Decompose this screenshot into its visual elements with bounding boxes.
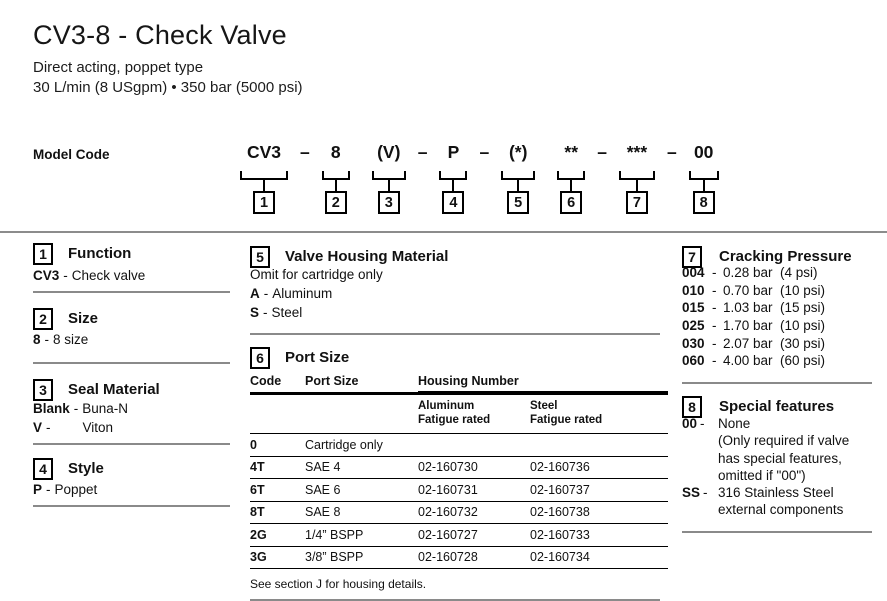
seal-item-v (33, 420, 113, 435)
model-code-dash: – (666, 142, 677, 162)
item-desc: Aluminum (272, 286, 333, 301)
item-code: V (33, 420, 43, 435)
section-title: Port Size (285, 349, 350, 366)
cracking-pressure-item (682, 336, 825, 354)
table-header-port-size: Port Size (305, 374, 359, 388)
subheader-line: Steel (530, 400, 558, 412)
table-row (250, 524, 668, 547)
segment-bracket (439, 171, 467, 180)
model-code-dash: – (300, 142, 310, 162)
section-number-box: 1 (33, 243, 53, 265)
segment-stem (388, 180, 390, 191)
cell-steel: 02-160733 (530, 527, 590, 542)
table-header-row (250, 374, 668, 392)
cp-code: 060 (682, 353, 705, 369)
left-column (33, 240, 230, 540)
seal-item-blank (33, 401, 128, 416)
item-dash: - (63, 268, 68, 283)
sf-code-text: 00 (682, 416, 698, 431)
cracking-pressure-item (682, 353, 825, 371)
section-title: Style (68, 460, 104, 477)
cp-psi: (15 psi) (780, 300, 826, 316)
cell-aluminum: 02-160731 (418, 482, 478, 497)
segment-code: (V) (377, 142, 401, 162)
item-dash: - (44, 332, 50, 347)
special-feature-continuation (682, 432, 849, 449)
cp-dash: - (712, 353, 717, 369)
section-title: Cracking Pressure (719, 248, 852, 265)
sf-code-text: SS (682, 485, 701, 501)
separator (33, 362, 230, 364)
cp-code: 030 (682, 335, 705, 351)
sf-line: has special features, (718, 450, 842, 466)
cp-dash: - (712, 318, 717, 334)
cp-bar: 2.07 bar (723, 335, 773, 351)
cell-aluminum: 02-160727 (418, 527, 478, 542)
header (33, 20, 303, 97)
segment-number-box: 6 (560, 191, 582, 214)
special-feature-item (682, 415, 849, 432)
table-header-housing-number: Housing Number (418, 374, 668, 392)
section-heading-valve-housing-material (250, 245, 448, 268)
segment-code: P (447, 142, 460, 162)
cp-psi: (4 psi) (780, 265, 818, 280)
cp-dash: - (712, 265, 717, 280)
sf-line: external components (718, 502, 844, 518)
cp-code: 010 (682, 282, 705, 298)
style-item (33, 482, 97, 497)
special-features-list (682, 415, 849, 519)
segment-code: 00 (693, 142, 714, 162)
table-row (250, 502, 668, 525)
item-desc: 8 size (53, 332, 89, 347)
model-code-segment-8 (689, 141, 719, 214)
table-subheader-aluminum (418, 400, 530, 427)
table-footnote: See section J for housing details. (250, 577, 427, 591)
segment-stem (517, 180, 519, 191)
middle-column (250, 240, 668, 601)
right-column (682, 240, 878, 540)
subtitle-line-1: Direct acting, poppet type (33, 59, 204, 76)
section-title: Valve Housing Material (285, 248, 449, 265)
item-code: CV3 (33, 268, 60, 283)
table-row (250, 434, 668, 457)
size-item (33, 332, 88, 347)
cp-code: 015 (682, 300, 705, 316)
port-size-table (250, 374, 668, 601)
cell-port: 1/4” BSPP (305, 527, 364, 542)
segment-stem (452, 180, 454, 191)
segment-bracket (619, 171, 655, 180)
housing-item-a (250, 286, 332, 301)
segment-stem (636, 180, 638, 191)
segment-code: *** (626, 142, 648, 162)
section-heading-style (33, 457, 104, 480)
cp-psi: (60 psi) (780, 353, 826, 369)
section-heading-port-size (250, 346, 349, 369)
function-item (33, 268, 145, 283)
item-desc: Buna-N (82, 401, 129, 416)
cp-bar: 0.70 bar (723, 282, 773, 298)
separator (682, 382, 872, 384)
cp-bar: 1.70 bar (723, 318, 773, 334)
model-code-segment-6 (557, 141, 585, 214)
segment-stem (703, 180, 705, 191)
item-dash: - (46, 420, 51, 435)
page-title: CV3-8 - Check Valve (33, 20, 287, 50)
separator (250, 333, 660, 335)
section-number-box: 8 (682, 396, 702, 418)
model-code-segment-5 (501, 141, 535, 214)
sf-code-spacer (682, 432, 718, 449)
section-number-box: 2 (33, 308, 53, 330)
cell-steel: 02-160738 (530, 505, 590, 520)
segment-stem (335, 180, 337, 191)
cp-psi: (30 psi) (780, 335, 826, 351)
section-heading-seal-material (33, 378, 160, 401)
cp-code: 025 (682, 318, 705, 334)
cell-aluminum: 02-160732 (418, 505, 478, 520)
subheader-line: Fatigue rated (418, 413, 491, 426)
special-feature-continuation (682, 450, 849, 467)
cracking-pressure-item (682, 300, 825, 318)
cp-bar: 0.28 bar (723, 265, 773, 280)
housing-note: Omit for cartridge only (250, 267, 383, 282)
cracking-pressure-item (682, 283, 825, 301)
separator (682, 531, 872, 533)
cell-steel: 02-160736 (530, 460, 590, 475)
segment-code: (*) (508, 142, 528, 162)
cell-port: SAE 8 (305, 505, 341, 520)
sf-line: (Only required if valve (718, 433, 850, 449)
special-feature-item (682, 484, 849, 501)
segment-number-box: 4 (442, 191, 464, 214)
segment-bracket (240, 171, 288, 180)
segment-number-box: 3 (378, 191, 400, 214)
cell-aluminum: 02-160728 (418, 550, 478, 565)
cell-code: 0 (250, 437, 257, 452)
model-code-diagram (240, 141, 719, 214)
cp-psi: (10 psi) (780, 318, 826, 334)
item-dash: - (73, 401, 79, 416)
section-number-box: 4 (33, 458, 53, 480)
item-code: Blank (33, 401, 70, 416)
cell-code: 6T (250, 482, 265, 497)
model-code-segment-4 (439, 141, 467, 214)
table-subheader-spacer (250, 400, 305, 427)
item-code: S (250, 305, 260, 320)
section-number-box: 7 (682, 246, 702, 268)
segment-number-box: 7 (626, 191, 648, 214)
segment-code: ** (564, 142, 579, 162)
model-code-dash: – (479, 142, 490, 162)
segment-number-box: 2 (325, 191, 347, 214)
segment-number-box: 1 (253, 191, 275, 214)
top-divider (0, 231, 887, 233)
separator (33, 291, 230, 293)
segment-code: 8 (330, 142, 341, 162)
sf-dash: - (700, 416, 705, 431)
segment-stem (263, 180, 265, 191)
section-title: Special features (719, 398, 835, 415)
sf-dash: - (703, 485, 708, 501)
section-heading-size (33, 307, 98, 330)
table-header-code: Code (250, 374, 282, 388)
sf-code (682, 415, 718, 432)
table-subheader-spacer (305, 400, 418, 427)
section-number-box: 5 (250, 246, 270, 268)
segment-number-box: 5 (507, 191, 529, 214)
item-code: P (33, 482, 43, 497)
separator (33, 505, 230, 507)
section-title: Function (68, 245, 132, 262)
cell-steel: 02-160737 (530, 482, 590, 497)
section-number-box: 3 (33, 379, 53, 401)
item-dash: - (263, 305, 268, 320)
sf-code-spacer (682, 501, 718, 518)
cell-port: Cartridge only (305, 437, 383, 452)
cell-code: 2G (250, 527, 267, 542)
table-row (250, 479, 668, 502)
segment-bracket (689, 171, 719, 180)
section-heading-function (33, 242, 131, 265)
subtitle-line-2: 30 L/min (8 USgpm) • 350 bar (5000 psi) (33, 78, 303, 96)
special-feature-continuation (682, 467, 849, 484)
segment-bracket (322, 171, 350, 180)
item-desc: Check valve (71, 268, 146, 283)
housing-item-s (250, 305, 302, 320)
segment-number-box: 8 (693, 191, 715, 214)
cp-code: 004 (682, 265, 705, 280)
cp-dash: - (712, 282, 717, 298)
separator (33, 443, 230, 445)
model-code-dash: – (597, 142, 607, 162)
table-subheader-row (250, 395, 668, 433)
cell-aluminum: 02-160730 (418, 460, 478, 475)
model-code-segment-7 (619, 141, 655, 214)
model-code-segment-3 (372, 141, 406, 214)
item-code: 8 (33, 332, 41, 347)
segment-bracket (372, 171, 406, 180)
model-code-segment-2 (322, 141, 350, 214)
segment-stem (570, 180, 572, 191)
table-subheader-steel (530, 400, 668, 427)
sf-code (682, 484, 718, 501)
cracking-pressure-list (682, 265, 825, 371)
segment-bracket (501, 171, 535, 180)
sf-code-spacer (682, 467, 718, 484)
subheader-line: Fatigue rated (530, 413, 603, 426)
model-code-label: Model Code (33, 147, 110, 162)
cp-dash: - (712, 300, 717, 316)
section-title: Size (68, 310, 99, 327)
sf-line: None (718, 416, 751, 431)
section-number-box: 6 (250, 347, 270, 369)
sf-line: omitted if "00") (718, 467, 806, 483)
item-dash: - (263, 286, 269, 301)
cp-psi: (10 psi) (780, 282, 826, 298)
cell-code: 4T (250, 460, 265, 475)
item-desc: Viton (82, 420, 114, 435)
cell-port: SAE 6 (305, 482, 341, 497)
cp-bar: 1.03 bar (723, 300, 773, 316)
item-desc: Poppet (54, 482, 98, 497)
cell-port: SAE 4 (305, 460, 341, 475)
section-title: Seal Material (68, 381, 160, 398)
segment-code: CV3 (246, 142, 282, 162)
special-feature-continuation (682, 501, 849, 518)
cell-code: 3G (250, 550, 267, 565)
model-code-dash: – (417, 142, 428, 162)
sf-line: 316 Stainless Steel (718, 485, 834, 501)
subheader-line: Aluminum (418, 400, 475, 412)
cracking-pressure-item (682, 265, 825, 283)
sf-code-spacer (682, 450, 718, 467)
model-code-segment-1 (240, 141, 288, 214)
cp-dash: - (712, 335, 717, 351)
item-desc: Steel (271, 305, 303, 320)
segment-bracket (557, 171, 585, 180)
cell-code: 8T (250, 505, 265, 520)
item-code: A (250, 286, 260, 301)
item-dash: - (46, 482, 51, 497)
cp-bar: 4.00 bar (723, 353, 773, 369)
cell-steel: 02-160734 (530, 550, 590, 565)
cracking-pressure-item (682, 318, 825, 336)
cell-port: 3/8” BSPP (305, 550, 364, 565)
table-row (250, 457, 668, 480)
table-row (250, 547, 668, 570)
